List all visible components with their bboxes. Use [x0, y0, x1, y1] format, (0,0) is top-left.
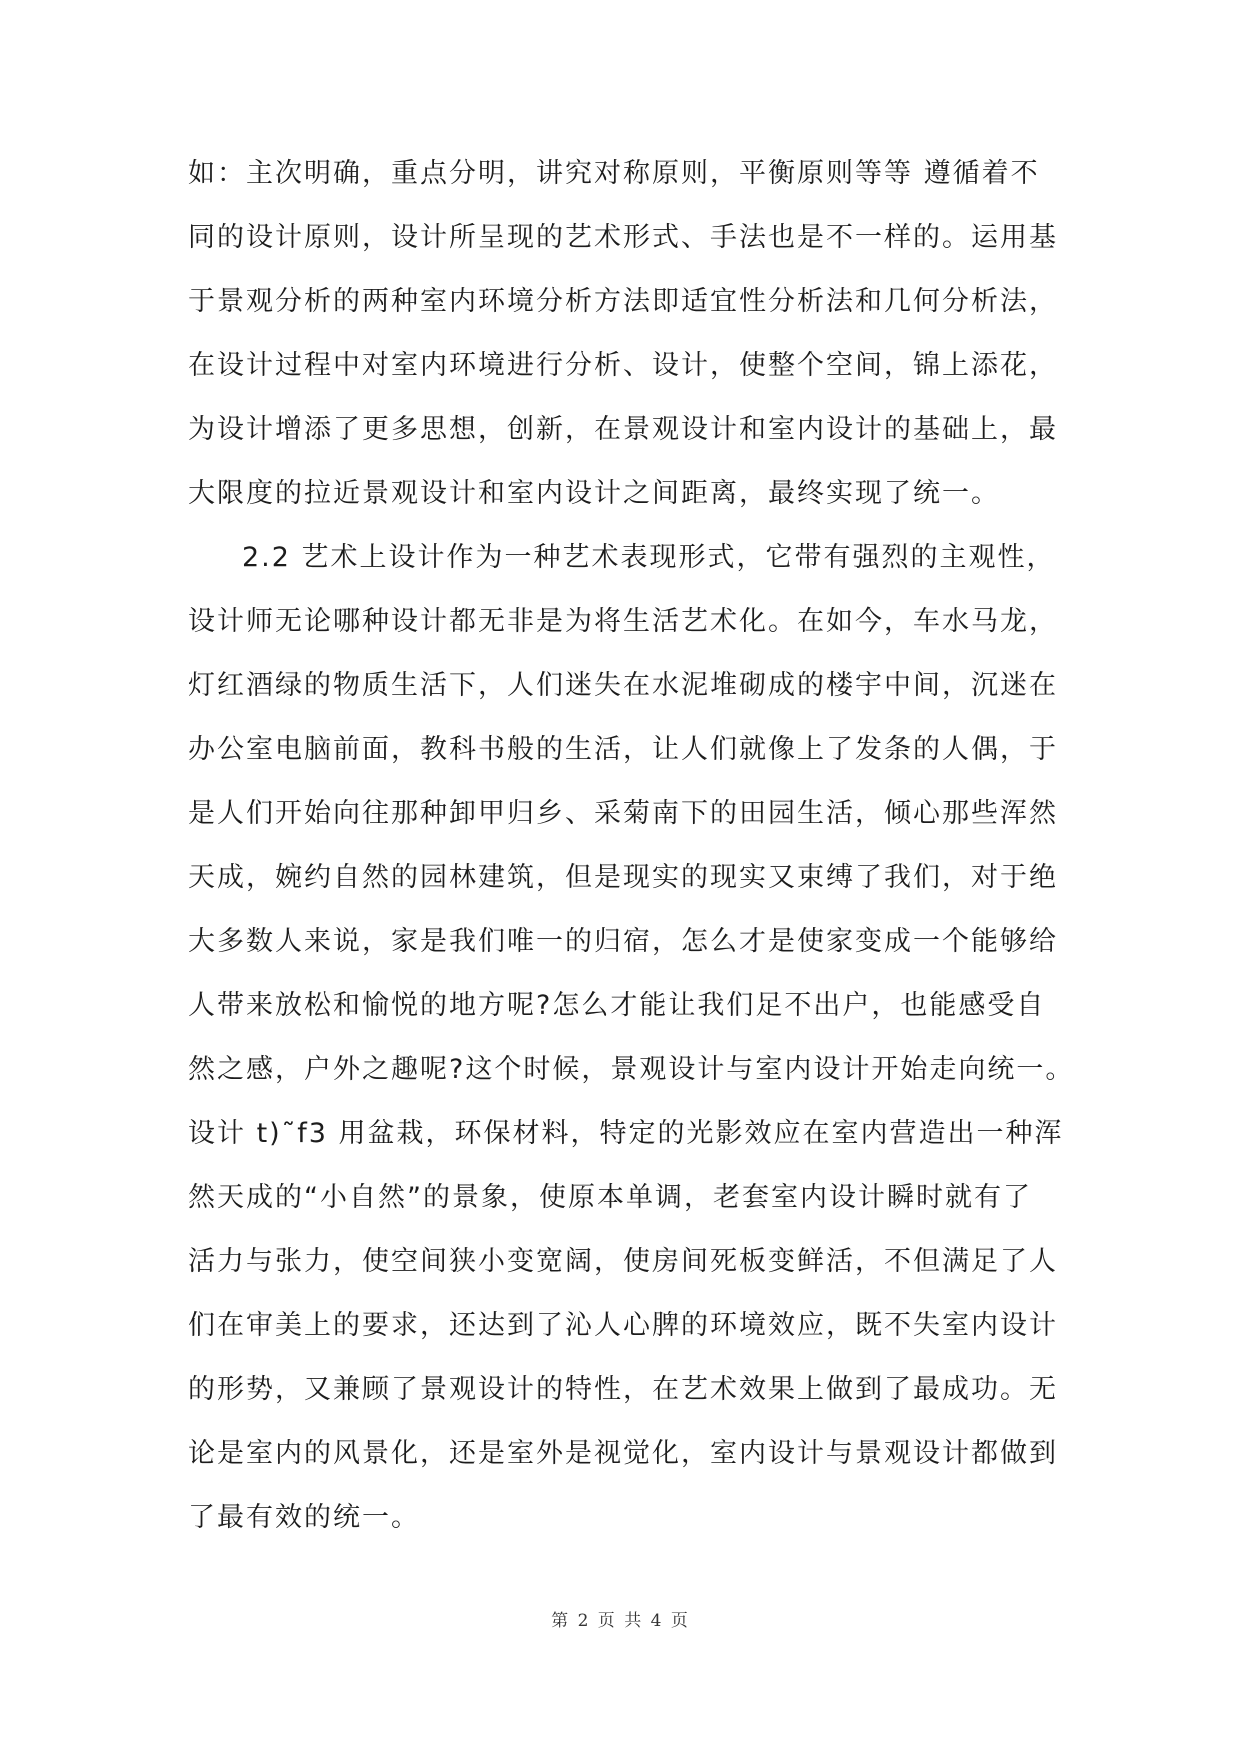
body-text	[188, 142, 1075, 1550]
text-line: 于景观分析的两种室内环境分析方法即适宜性分析法和几何分析法，	[188, 286, 1058, 317]
text-line: 大限度的拉近景观设计和室内设计之间距离，最终实现了统一。	[188, 478, 1000, 509]
page-number: 第 2 页 共 4 页	[551, 1611, 690, 1631]
text-line: 了最有效的统一。	[188, 1502, 420, 1533]
paragraph-1	[188, 142, 1058, 526]
text-line: 大多数人来说，家是我们唯一的归宿，怎么才是使家变成一个能够给	[188, 926, 1058, 957]
text-line: 设计 t)˜f3 用盆栽，环保材料，特定的光影效应在室内营造出一种浑	[188, 1118, 1064, 1149]
text-line: 天成，婉约自然的园林建筑，但是现实的现实又束缚了我们，对于绝	[188, 862, 1058, 893]
text-line: 同的设计原则，设计所呈现的艺术形式、手法也是不一样的。运用基	[188, 222, 1058, 253]
text-line: 活力与张力，使空间狭小变宽阔，使房间死板变鲜活，不但满足了人	[188, 1246, 1058, 1277]
paragraph-2	[188, 526, 1075, 1550]
text-line: 们在审美上的要求，还达到了沁人心脾的环境效应，既不失室内设计	[188, 1310, 1058, 1341]
text-line: 人带来放松和愉悦的地方呢?怎么才能让我们足不出户，也能感受自	[188, 990, 1046, 1021]
text-line: 如：主次明确，重点分明，讲究对称原则，平衡原则等等 遵循着不	[188, 158, 1040, 189]
text-line: 然天成的“小自然”的景象，使原本单调，老套室内设计瞬时就有了	[188, 1182, 1032, 1213]
text-line: 然之感，户外之趣呢?这个时候，景观设计与室内设计开始走向统一。	[188, 1054, 1075, 1085]
text-line: 为设计增添了更多思想，创新，在景观设计和室内设计的基础上，最	[188, 414, 1058, 445]
text-line: 论是室内的风景化，还是室外是视觉化，室内设计与景观设计都做到	[188, 1438, 1058, 1469]
text-line: 的形势，又兼顾了景观设计的特性，在艺术效果上做到了最成功。无	[188, 1374, 1058, 1405]
text-line: 2.2 艺术上设计作为一种艺术表现形式，它带有强烈的主观性，	[242, 542, 1056, 573]
text-line: 是人们开始向往那种卸甲归乡、采菊南下的田园生活，倾心那些浑然	[188, 798, 1058, 829]
text-line: 办公室电脑前面，教科书般的生活，让人们就像上了发条的人偶，于	[188, 734, 1058, 765]
text-line: 设计师无论哪种设计都无非是为将生活艺术化。在如今，车水马龙，	[188, 606, 1058, 637]
text-line: 在设计过程中对室内环境进行分析、设计，使整个空间，锦上添花，	[188, 350, 1058, 381]
text-line: 灯红酒绿的物质生活下，人们迷失在水泥堆砌成的楼宇中间，沉迷在	[188, 670, 1058, 701]
